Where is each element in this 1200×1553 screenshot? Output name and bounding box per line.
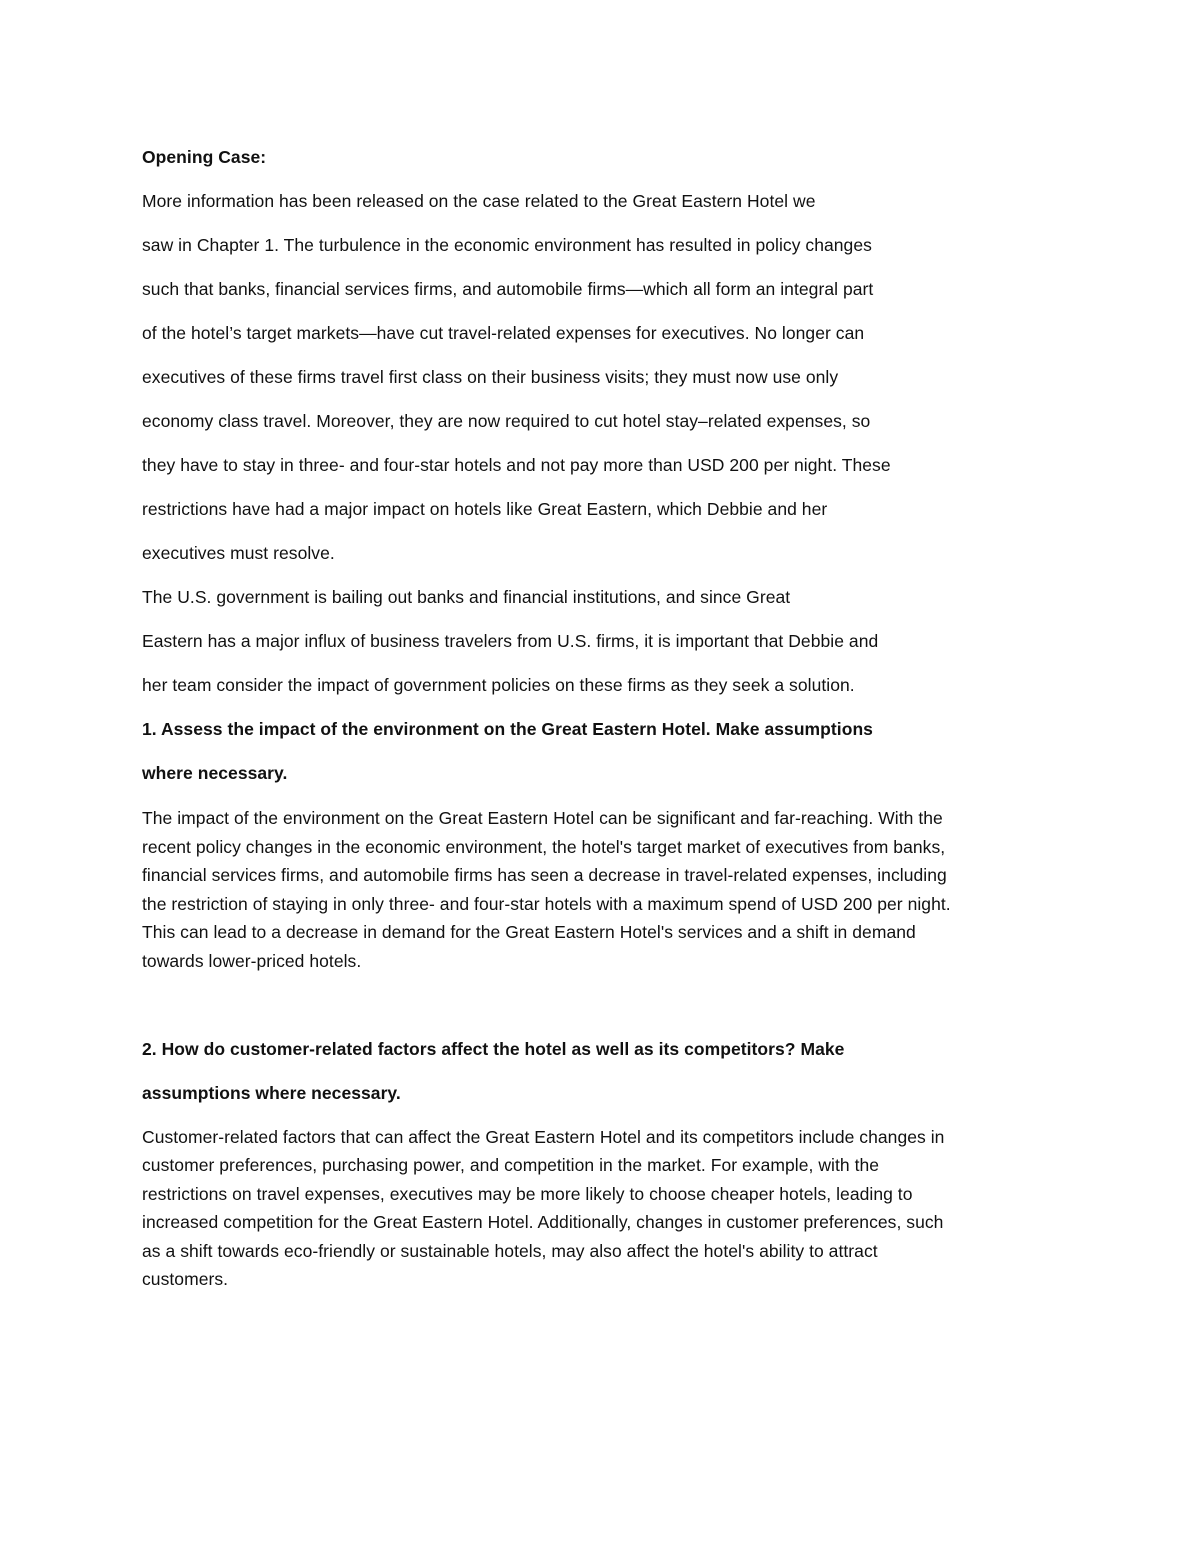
opening-case-line: Eastern has a major influx of business travelers from U.S. firms, it is important that Debbie and (142, 631, 879, 651)
answer-2-line: as a shift towards eco-friendly or sustainable hotels, may also affect the hotel's ability to attract (142, 1241, 878, 1261)
opening-case-line: economy class travel. Moreover, they are now required to cut hotel stay–related expenses, so (142, 411, 871, 431)
question-1-heading: where necessary. (142, 763, 288, 783)
opening-case-line: The U.S. government is bailing out banks and financial institutions, and since Great (142, 587, 791, 607)
opening-case-line: of the hotel’s target markets—have cut travel-related expenses for executives. No longer can (142, 323, 865, 343)
answer-2-line: customer preferences, purchasing power, and competition in the market. For example, with the (142, 1155, 880, 1175)
answer-1-line: The impact of the environment on the Great Eastern Hotel can be significant and far-reaching. With the (142, 808, 943, 828)
question-2-heading: assumptions where necessary. (142, 1083, 401, 1103)
opening-case-line: they have to stay in three- and four-star hotels and not pay more than USD 200 per night. These (142, 455, 891, 475)
answer-2-line: customers. (142, 1269, 229, 1289)
opening-case-heading: Opening Case: (142, 147, 267, 167)
answer-2-line: increased competition for the Great Eastern Hotel. Additionally, changes in customer preferences, such (142, 1212, 944, 1232)
opening-case-line: her team consider the impact of government policies on these firms as they seek a solution. (142, 675, 855, 695)
opening-case-line: executives of these firms travel first class on their business visits; they must now use only (142, 367, 839, 387)
opening-case-line: executives must resolve. (142, 543, 335, 563)
question-1-heading: 1. Assess the impact of the environment on the Great Eastern Hotel. Make assumptions (142, 719, 873, 739)
opening-case-line: such that banks, financial services firms, and automobile firms—which all form an integral part (142, 279, 874, 299)
answer-1-line: financial services firms, and automobile firms has seen a decrease in travel-related expenses, including (142, 865, 947, 885)
answer-2-line: restrictions on travel expenses, executives may be more likely to choose cheaper hotels, leading to (142, 1184, 913, 1204)
question-2-heading: 2. How do customer-related factors affect the hotel as well as its competitors? Make (142, 1039, 845, 1059)
answer-1-line: This can lead to a decrease in demand for the Great Eastern Hotel's services and a shift in demand (142, 922, 916, 942)
answer-1-line: recent policy changes in the economic environment, the hotel's target market of executives from banks, (142, 837, 946, 857)
answer-1-line: towards lower-priced hotels. (142, 951, 362, 971)
answer-2-line: Customer-related factors that can affect the Great Eastern Hotel and its competitors include changes in (142, 1127, 945, 1147)
answer-1-line: the restriction of staying in only three- and four-star hotels with a maximum spend of USD 200 per night. (142, 894, 951, 914)
opening-case-line: More information has been released on the case related to the Great Eastern Hotel we (142, 191, 816, 211)
opening-case-line: restrictions have had a major impact on hotels like Great Eastern, which Debbie and her (142, 499, 828, 519)
opening-case-line: saw in Chapter 1. The turbulence in the economic environment has resulted in policy changes (142, 235, 872, 255)
